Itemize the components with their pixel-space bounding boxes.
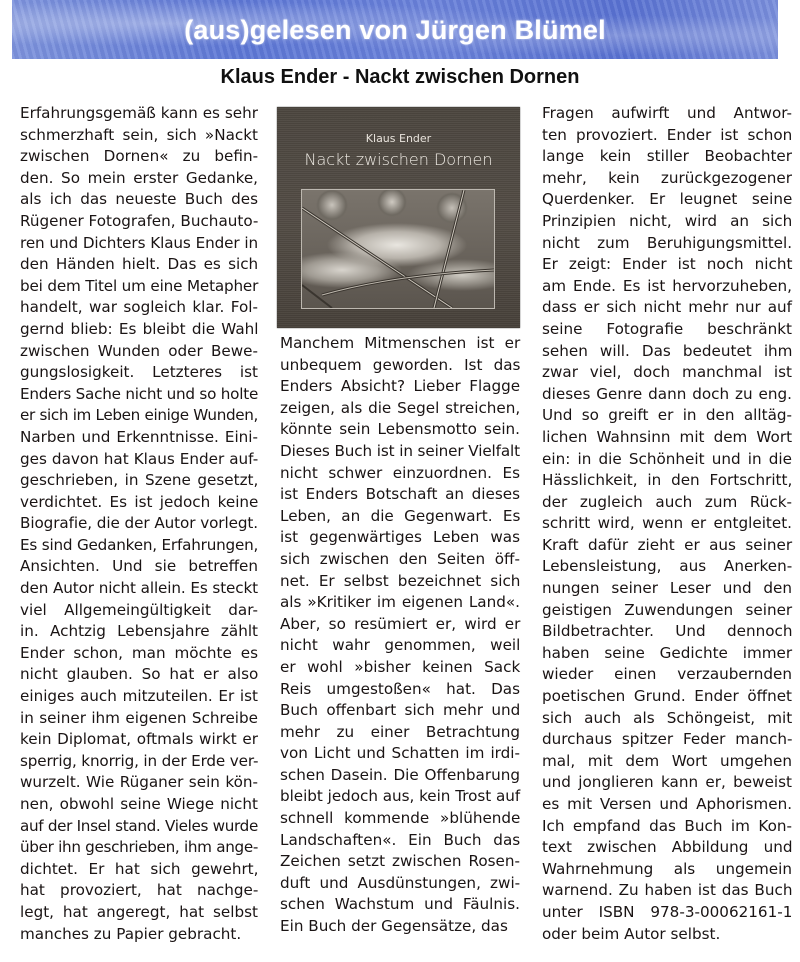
text-line: Lebensleistung, aus Anerken-	[542, 557, 793, 576]
text-line: nicht wahr genommen, weil	[280, 636, 521, 655]
text-line: zwar viel, doch manchmal ist	[542, 363, 792, 382]
text-line: dieses Genre dann doch zu eng.	[542, 384, 792, 403]
text-line: mehr zu einer Betrachtung	[280, 722, 520, 741]
text-line: Querdenker. Er leugnet seine	[542, 190, 793, 209]
text-line: Bildbetrachter. Und dennoch	[542, 622, 793, 641]
text-line: text zwischen Abbildung und	[542, 838, 793, 857]
text-line: schnell kommende »blühende	[280, 809, 521, 828]
text-line: zeigen, als die Segel streichen,	[280, 398, 521, 417]
text-line: durchaus spitzer Feder manch-	[542, 730, 793, 749]
text-line: sperrig, knorrig, in der Erde ver-	[20, 751, 259, 770]
text-line: ein: in die Schönheit und in die	[542, 449, 792, 468]
text-line: ist gegenwärtiges Leben was	[280, 528, 520, 547]
text-line: unter ISBN 978-3-00062161-1	[542, 902, 793, 921]
text-line: am Ende. Es ist hervorzuheben,	[542, 276, 792, 295]
text-line: in seiner ihm eigenen Schreibe	[20, 708, 258, 727]
text-line: geistigen Zuwendungen seiner	[542, 600, 793, 619]
text-line: sich auch als Schöngeist, mit	[542, 708, 793, 727]
text-line: net. Er selbst bezeichnet sich	[280, 571, 521, 590]
text-line: seine Fotografie beschränkt	[542, 319, 792, 338]
text-line: könnte sein Lebensmotto sein.	[280, 420, 520, 439]
text-line: gernd blieb: Es bleibt die Wahl	[20, 319, 259, 338]
text-line: als »Kritiker im eigenen Land«.	[280, 593, 520, 612]
text-line: manches zu Papier gebracht.	[20, 924, 242, 943]
text-line: er wohl »bisher keinen Sack	[280, 657, 521, 676]
text-line: Enders Sache nicht und so holte	[20, 384, 259, 403]
text-line: geschrieben, in Szene gesetzt,	[20, 471, 259, 490]
text-line: Reis umgestoßen« hat. Das	[280, 679, 520, 698]
article-column-2	[280, 333, 520, 938]
article-headline: Klaus Ender - Nackt zwischen Dornen	[220, 66, 580, 88]
text-line: Zeichen setzt zwischen Rosen-	[280, 852, 520, 871]
text-line: ges davon hat Klaus Ender auf-	[20, 449, 259, 468]
book-cover-image	[277, 107, 520, 328]
text-line: Und so greift er in den alltäg-	[542, 406, 792, 425]
text-line: haben seine Gedichte immer	[542, 643, 793, 662]
text-line: poetischen Grund. Ender öffnet	[542, 687, 792, 706]
text-line: er sich im Leben einige Wunden,	[20, 406, 258, 425]
book-cover-photo	[301, 189, 495, 309]
text-line: Erfahrungsgemäß kann es sehr	[20, 104, 258, 122]
text-line: lichen Wahnsinn mit dem Wort	[542, 427, 793, 446]
text-line: der zugleich auch zum Rück-	[542, 492, 792, 511]
text-line: Biografie, die der Autor vorlegt.	[20, 514, 258, 533]
text-line: den Autor nicht allein. Es steckt	[20, 579, 258, 598]
text-line: verdichtet. Es ist jedoch keine	[20, 492, 259, 511]
text-line: auf der Insel stand. Vieles wurde	[20, 816, 258, 835]
text-line: legt, hat angeregt, hat selbst	[20, 902, 258, 921]
text-line: es mit Versen und Aphorismen.	[542, 795, 793, 813]
text-line: ist Enders Botschaft an dieses	[280, 485, 520, 504]
text-line: und jonglieren kann er, beweist	[542, 773, 792, 792]
text-line: Ansichten. Und sie betreffen	[20, 557, 258, 576]
text-line: schen Dasein. Die Offenbarung	[280, 765, 521, 784]
text-line: den Händen hielt. Das es sich	[20, 255, 259, 274]
text-line: dichtet. Er hat sich gewehrt,	[20, 859, 259, 878]
text-line: Kraft dafür zieht er aus seiner	[542, 535, 793, 554]
text-line: einiges auch mitzuteilen. Er ist	[20, 687, 258, 706]
text-line: sehen will. Das bedeutet ihm	[542, 341, 793, 360]
text-line: Ender schon, man möchte es	[20, 643, 258, 662]
article-column-1	[20, 103, 258, 945]
branch-highlight	[322, 270, 494, 295]
text-line: viel Allgemeingültigkeit dar-	[20, 600, 258, 619]
text-line: sich zwischen den Seiten öff-	[280, 549, 520, 568]
branch	[322, 270, 494, 295]
text-line: ten provoziert. Ender ist schon	[542, 125, 793, 144]
text-line: Landschaften«. Ein Buch das	[280, 830, 521, 849]
text-line: schritt wird, wenn er entgleitet.	[542, 514, 792, 533]
text-line: in. Achtzig Lebensjahre zählt	[20, 622, 258, 641]
text-line: von Licht und Schatten im irdi-	[280, 744, 520, 763]
book-cover-title: Nackt zwischen Dornen	[304, 150, 493, 169]
text-line: bleibt jedoch aus, kein Trost auf	[280, 787, 521, 806]
text-line: nungen seiner Leser und den	[542, 579, 793, 598]
column-banner	[12, 0, 778, 59]
text-line: nicht schwer einzuordnen. Es	[280, 463, 520, 482]
article-column-3	[542, 103, 792, 945]
text-line: unbequem geworden. Ist das	[280, 355, 521, 374]
text-line: zwischen Dornen« zu befin-	[20, 147, 259, 166]
text-line: wurzelt. Wie Rüganer sein kön-	[20, 773, 258, 792]
text-line: hat provoziert, hat nachge-	[20, 881, 259, 900]
text-line: warnend. Zu haben ist das Buch	[542, 881, 793, 900]
text-line: Wahrnehmung als ungemein	[542, 859, 792, 878]
text-line: Fragen aufwirft und Antwor-	[542, 104, 792, 122]
text-line: handelt, war sogleich klar. Fol-	[20, 298, 258, 317]
text-line: mal, mit dem Wort umgehen	[542, 751, 792, 770]
text-line: nen, obwohl seine Wiege nicht	[20, 795, 258, 813]
text-line: dass er sich nicht mehr nur auf	[542, 298, 792, 317]
text-line: den. So mein erster Gedanke,	[20, 168, 258, 187]
text-line: als ich das neueste Buch des	[20, 190, 258, 209]
text-line: Rügener Fotografen, Buchauto-	[20, 211, 259, 230]
text-line: Prinzipien nicht, wird an sich	[542, 211, 793, 230]
text-line: nicht zum Beruhigungsmittel.	[542, 233, 793, 252]
text-line: zwischen Wunden oder Bewe-	[20, 341, 258, 360]
text-line: Manchem Mitmenschen ist er	[280, 334, 521, 352]
text-line: Buch offenbart sich mehr und	[280, 701, 521, 720]
text-line: Er zeigt: Ender ist noch nicht	[542, 255, 793, 274]
text-line: gungslosigkeit. Letzteres ist	[20, 363, 259, 382]
text-line: bei dem Titel um eine Metapher	[20, 276, 259, 295]
banner-title: (aus)gelesen von Jürgen Blümel	[184, 15, 606, 45]
text-line: Ein Buch der Gegensätze, das	[280, 917, 508, 936]
text-line: Dieses Buch ist in seiner Vielfalt	[280, 441, 520, 460]
text-line: schen Wachstum und Fäulnis.	[280, 895, 520, 914]
text-line: lange kein stiller Beobachter	[542, 147, 792, 166]
text-line: Hässlichkeit, in den Fortschritt,	[542, 471, 793, 490]
text-line: kein Diplomat, oftmals wirkt er	[20, 730, 258, 749]
book-cover-author: Klaus Ender	[365, 132, 432, 145]
text-line: duft und Ausdünstungen, zwi-	[280, 873, 521, 892]
branch	[302, 285, 332, 308]
text-line: Aber, so resümiert er, wird er	[280, 614, 521, 633]
branch-highlight	[434, 190, 464, 308]
text-line: Ich empfand das Buch im Kon-	[542, 816, 792, 835]
text-line: über ihn geschrieben, ihm ange-	[20, 838, 258, 857]
text-line: ren und Dichters Klaus Ender in	[20, 233, 258, 252]
text-line: nicht glauben. So hat er also	[20, 665, 259, 684]
text-line: Enders Absicht? Lieber Flagge	[280, 377, 521, 396]
text-line: Es sind Gedanken, Erfahrungen,	[20, 535, 259, 554]
text-line: wieder einen verzaubernden	[542, 665, 792, 684]
text-line: Narben und Erkenntnisse. Eini-	[20, 427, 258, 446]
text-line: schmerzhaft sein, sich »Nackt	[20, 125, 258, 144]
text-line: Leben, an die Gegenwart. Es	[280, 506, 521, 525]
thorn-branches	[302, 190, 494, 308]
text-line: mehr, kein zurückgezogener	[542, 168, 792, 187]
text-line: oder beim Autor selbst.	[542, 924, 721, 943]
